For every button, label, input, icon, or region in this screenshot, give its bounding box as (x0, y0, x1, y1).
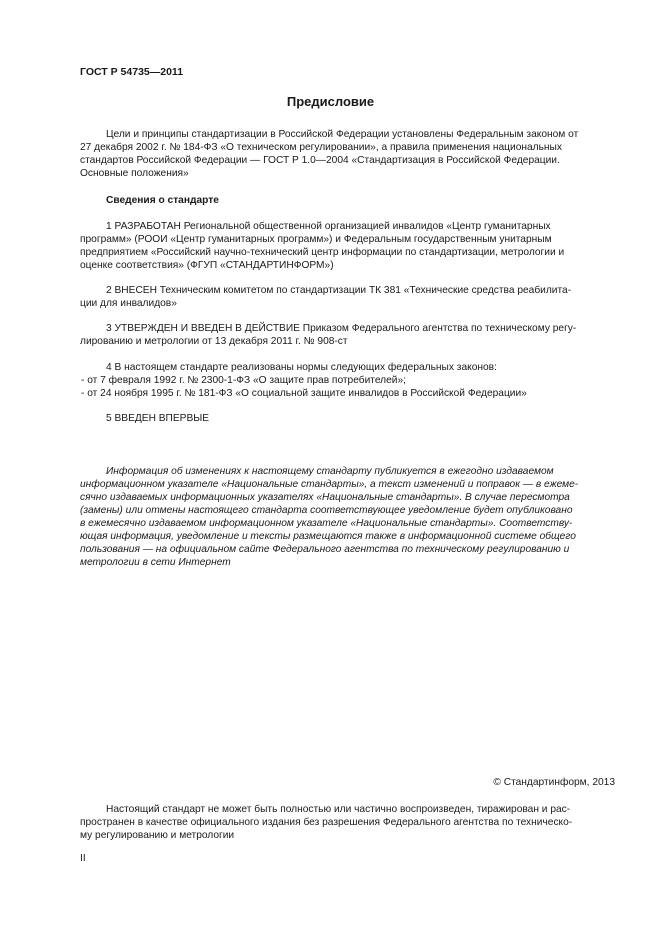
document-code: ГОСТ Р 54735—2011 (80, 66, 184, 78)
item-5-introduced: 5 ВВЕДЕН ВПЕРВЫЕ (106, 413, 210, 424)
item-1-developed (80, 220, 614, 272)
amendments-notice (80, 465, 614, 569)
item-2-line: 2 ВНЕСЕН Техническим комитетом по стандартизации ТК 381 «Технические средства реабилита- (106, 285, 572, 296)
intro-line: Цели и принципы стандартизации в Российской Федерации установлены Федеральным законом от (106, 129, 579, 140)
item-1-line: программ» (РООИ «Центр гуманитарных программ») и Федеральным государственным унитарным (80, 234, 552, 245)
notice-line: Информация об изменениях к настоящему стандарту публикуется в ежегодно издаваемом (106, 466, 554, 477)
intro-line: Основные положения» (80, 168, 189, 179)
reproduction-line: му регулированию и метрологии (80, 830, 235, 841)
notice-line: пользования — на официальном сайте Федерального агентства по техническому регулированию и (80, 544, 570, 555)
item-3-line: лированию и метрологии от 13 декабря 2011 г. № 908-ст (80, 336, 348, 347)
notice-line: в ежемесячно издаваемом информационном указателе «Национальные стандарты». Соответству- (80, 518, 573, 529)
item-3-line: 3 УТВЕРЖДЕН И ВВЕДЕН В ДЕЙСТВИЕ Приказом Федерального агентства по техническому регу- (106, 323, 577, 334)
notice-line: метрологии в сети Интернет (80, 557, 231, 568)
law-list-item: - от 7 февраля 1992 г. № 2300-1-ФЗ «О защите прав потребителей»; (81, 375, 406, 386)
intro-line: стандартов Российской Федерации — ГОСТ Р 1.0—2004 «Стандартизация в Российской Федерации. (80, 155, 560, 166)
page-title: Предисловие (286, 94, 375, 109)
page-number: II (80, 853, 86, 864)
copyright-notice: © Стандартинформ, 2013 (493, 777, 615, 788)
notice-line: ющая информация, уведомление и тексты размещаются также в информационной системе общего (80, 531, 576, 542)
notice-line: информационном указателе «Национальные стандарты», а текст изменений и поправок — в ежеме- (80, 479, 579, 490)
item-1-line: предприятием «Российский научно-технический центр информации по стандартизации, метрологии и (80, 247, 565, 258)
notice-line: (замены) или отмены настоящего стандарта соответствующее уведомление будет опубликовано (80, 505, 573, 516)
item-4-laws (80, 361, 614, 400)
intro-line: 27 декабря 2002 г. № 184-ФЗ «О техническом регулировании», а правила применения национальных (80, 142, 562, 153)
reproduction-notice (80, 803, 614, 842)
item-3-approved (80, 322, 614, 348)
intro-paragraph (80, 128, 614, 180)
standard-info-heading: Сведения о стандарте (106, 195, 219, 206)
item-2-submitted (80, 284, 614, 310)
item-4-lead: 4 В настоящем стандарте реализованы нормы следующих федеральных законов: (106, 362, 497, 373)
reproduction-line: пространен в качестве официального издания без разрешения Федерального агентства по техническо- (80, 817, 573, 828)
item-1-line: оценке соответствия» (ФГУП «СТАНДАРТИНФОРМ») (80, 260, 334, 271)
law-list-item: - от 24 ноября 1995 г. № 181-ФЗ «О социальной защите инвалидов в Российской Федерации» (81, 388, 527, 399)
notice-line: сячно издаваемых информационных указателях «Национальные стандарты». В случае пересмотра (80, 492, 570, 503)
item-1-line: 1 РАЗРАБОТАН Региональной общественной организацией инвалидов «Центр гуманитарных (106, 221, 551, 232)
item-2-line: ции для инвалидов» (80, 298, 177, 309)
reproduction-line: Настоящий стандарт не может быть полностью или частично воспроизведен, тиражирован и рас- (106, 804, 571, 815)
